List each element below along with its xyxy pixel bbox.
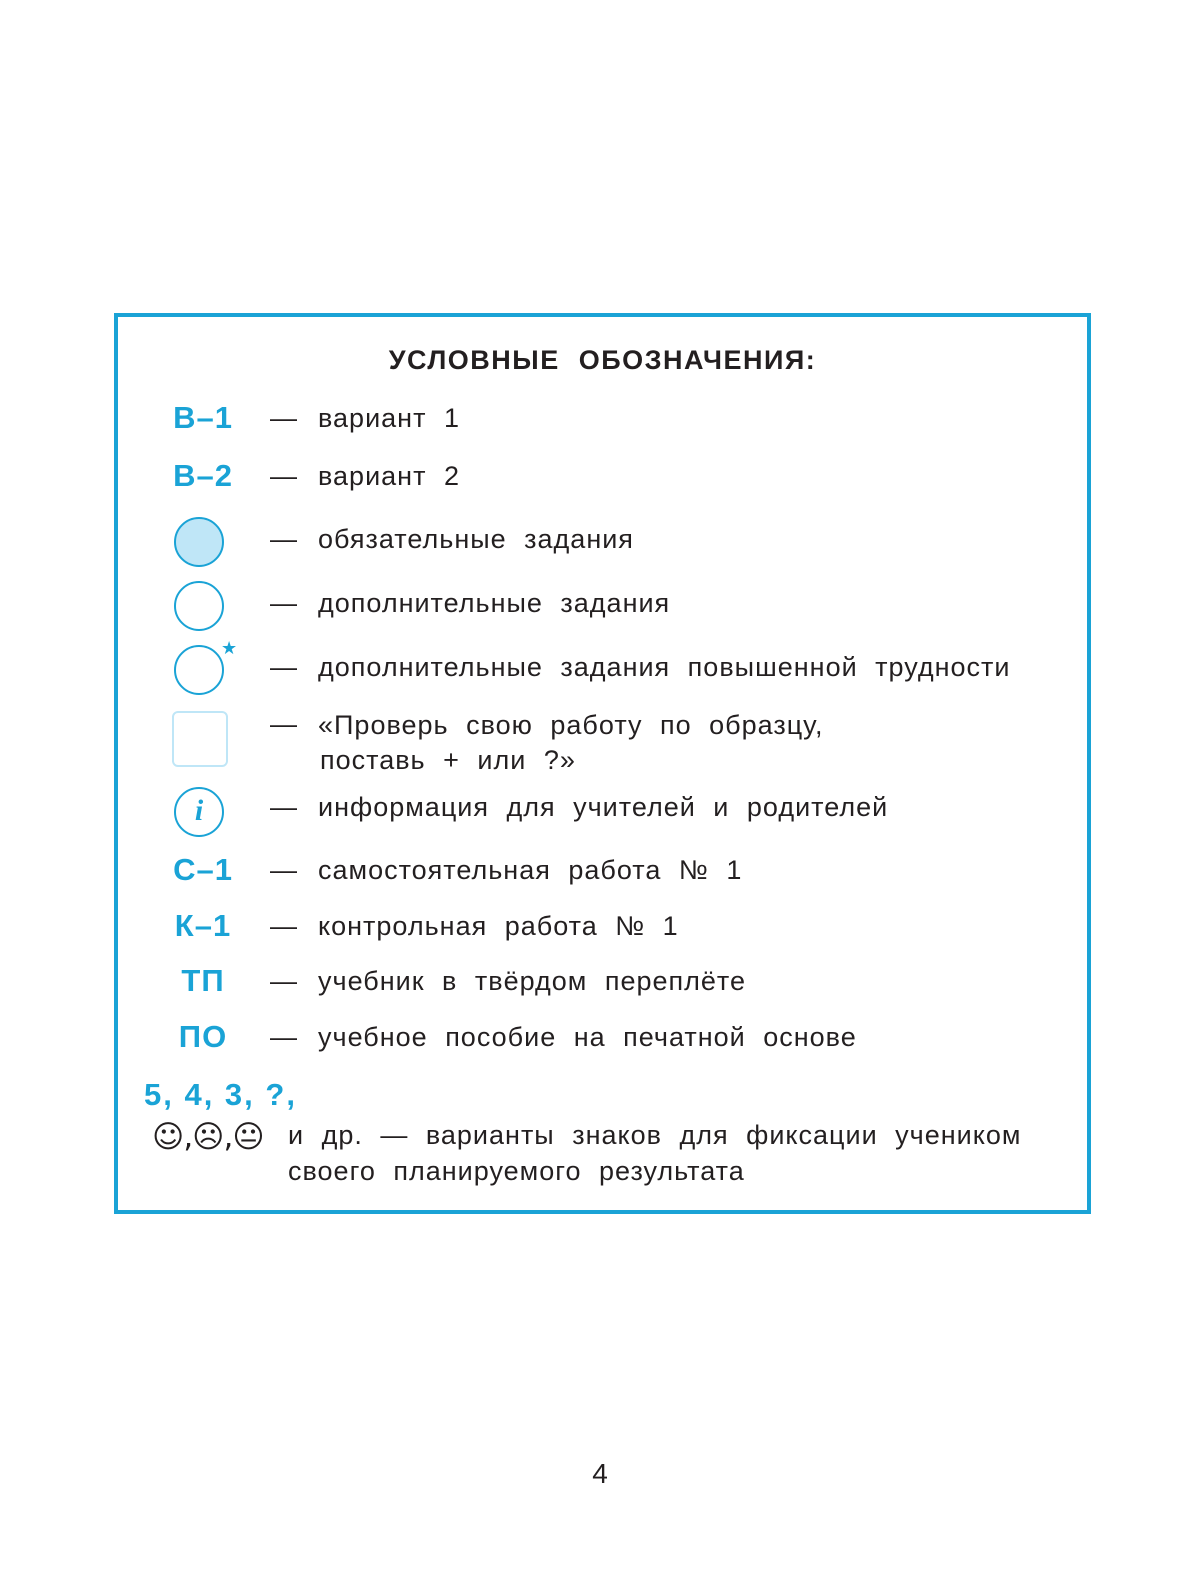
workbook-symbol: ПО <box>178 1019 228 1054</box>
info-label: информация для учителей и родителей <box>318 792 889 822</box>
variant-1-symbol: В–1 <box>173 400 233 435</box>
hardcover-label: учебник в твёрдом переплёте <box>318 966 746 996</box>
dash: — <box>270 855 297 885</box>
workbook-label: учебное пособие на печатной основе <box>318 1022 857 1052</box>
hard-tasks-label: дополнительные задания повышенной трудности <box>318 652 1011 682</box>
legend-box <box>114 313 1091 1214</box>
variant-2-label: вариант 2 <box>318 461 460 491</box>
square-icon <box>172 711 228 767</box>
page-number: 4 <box>592 1458 608 1489</box>
info-icon: i <box>174 787 224 837</box>
dash: — <box>270 588 297 618</box>
variant-1-label: вариант 1 <box>318 403 460 433</box>
starred-circle-icon <box>174 645 224 695</box>
dash: — <box>270 461 297 491</box>
empty-circle-icon <box>174 581 224 631</box>
dash: — <box>270 911 297 941</box>
dash: — <box>270 652 297 682</box>
test-work-label: контрольная работа № 1 <box>318 911 679 941</box>
dash: — <box>270 792 297 822</box>
dash: — <box>270 524 297 554</box>
dash: — <box>270 709 297 739</box>
legend-title: УСЛОВНЫЕ ОБОЗНАЧЕНИЯ: <box>388 345 817 375</box>
dash: — <box>270 403 297 433</box>
hardcover-symbol: ТП <box>181 963 225 998</box>
dash: — <box>270 1022 297 1052</box>
smiley-marks-icon: ☺,☹,😐 <box>152 1119 264 1155</box>
dash: — <box>270 966 297 996</box>
marks-label-line1: и др. — варианты знаков для фиксации учеником <box>288 1120 1022 1150</box>
star-icon: ★ <box>221 638 238 658</box>
independent-work-label: самостоятельная работа № 1 <box>318 855 743 885</box>
self-check-label-line2: поставь + или ?» <box>320 745 576 775</box>
independent-work-symbol: С–1 <box>173 852 233 887</box>
test-work-symbol: К–1 <box>174 908 232 943</box>
variant-2-symbol: В–2 <box>173 458 233 493</box>
grade-marks: 5, 4, 3, ?, <box>144 1077 297 1112</box>
filled-circle-icon <box>174 517 224 567</box>
required-tasks-label: обязательные задания <box>318 524 634 554</box>
marks-label-line2: своего планируемого результата <box>288 1156 745 1186</box>
additional-tasks-label: дополнительные задания <box>318 588 671 618</box>
self-check-label-line1: «Проверь свою работу по образцу, <box>318 710 824 740</box>
